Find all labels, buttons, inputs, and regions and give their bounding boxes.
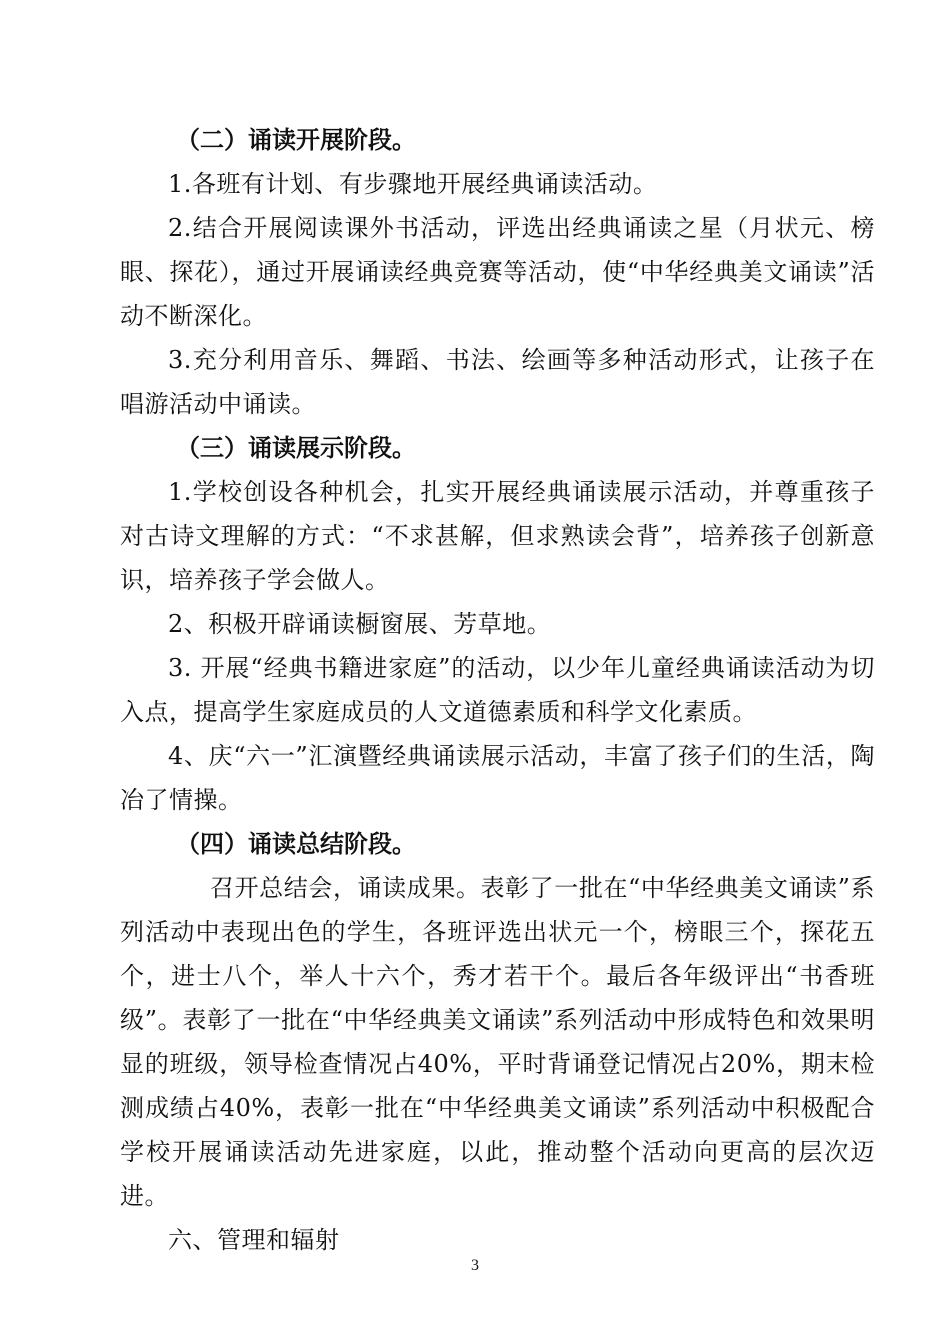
document-body xyxy=(120,118,875,1262)
section-4 xyxy=(120,822,875,1218)
section-2 xyxy=(120,118,875,426)
paragraph: 1.各班有计划、有步骤地开展经典诵读活动。 xyxy=(168,170,658,198)
paragraph: 3.充分利用音乐、舞蹈、书法、绘画等多种活动形式，让孩子在唱游活动中诵读。 xyxy=(120,346,875,418)
section-heading: （二）诵读开展阶段。 xyxy=(176,126,416,154)
section-3 xyxy=(120,426,875,822)
paragraph: 召开总结会，诵读成果。表彰了一批在“中华经典美文诵读”系列活动中表现出色的学生，各班评选出状元一个，榜眼三个，探花五个，进士八个，举人十六个，秀才若干个。最后各年级评出“书香班级”。表彰了一批在“中华经典美文诵读”系列活动中形成特色和效果明显的班级，领导检查情况占40%，平时背诵登记情况占20%，期末检测成绩占40%，表彰一批在“中华经典美文诵读”系列活动中积极配合学校开展诵读活动先进家庭，以此，推动整个活动向更高的层次迈进。 xyxy=(120,874,875,1210)
paragraph: 1.学校创设各种机会，扎实开展经典诵读展示活动，并尊重孩子对古诗文理解的方式：“不求甚解，但求熟读会背”，培养孩子创新意识，培养孩子学会做人。 xyxy=(120,478,875,594)
paragraph: 2、积极开辟诵读橱窗展、芳草地。 xyxy=(168,610,552,638)
page-number: 3 xyxy=(471,1257,479,1274)
section-heading: （三）诵读展示阶段。 xyxy=(176,434,416,462)
paragraph: 4、庆“六一”汇演暨经典诵读展示活动，丰富了孩子们的生活，陶冶了情操。 xyxy=(120,742,875,814)
paragraph: 3. 开展“经典书籍进家庭”的活动，以少年儿童经典诵读活动为切入点，提高学生家庭成员的人文道德素质和科学文化素质。 xyxy=(120,654,875,726)
section-heading: （四）诵读总结阶段。 xyxy=(176,830,416,858)
closing-heading: 六、管理和辐射 xyxy=(168,1226,340,1254)
paragraph: 2.结合开展阅读课外书活动，评选出经典诵读之星（月状元、榜眼、探花），通过开展诵读经典竞赛等活动，使“中华经典美文诵读”活动不断深化。 xyxy=(120,214,875,330)
